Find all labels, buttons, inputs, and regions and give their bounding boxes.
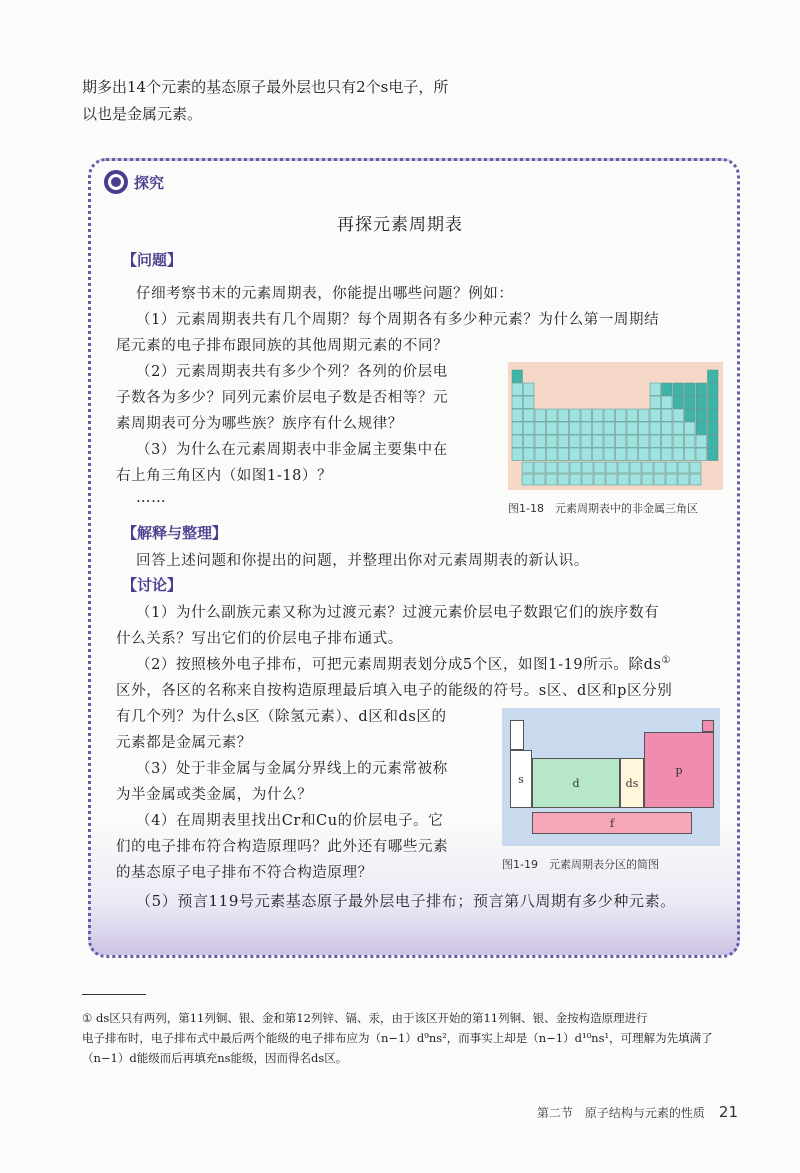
element-cell	[547, 435, 558, 448]
discussion-line	[136, 653, 671, 674]
periodic-table-graphic	[508, 362, 723, 490]
f-element-cell	[618, 462, 629, 473]
element-cell	[627, 448, 638, 461]
element-cell	[685, 435, 696, 448]
element-cell	[708, 435, 719, 448]
ds-label: ds	[625, 776, 639, 790]
intro-line: 期多出14个元素的基态原子最外层也只有2个s电子，所	[82, 78, 449, 96]
f-element-cell	[606, 474, 617, 485]
element-cell	[685, 448, 696, 461]
target-icon	[104, 170, 128, 194]
footnote-line: （n−1）d能级而后再填充ns能级，因而得名ds区。	[82, 1051, 348, 1065]
element-cell	[604, 422, 615, 435]
footnote-line: 电子排布时，电子排布式中最后两个能级的电子排布应为（n−1）d⁹ns²，而事实上却是（n−1）d¹⁰ns¹，可理解为先填满了	[82, 1031, 713, 1045]
question-line: 仔细考察书末的元素周期表，你能提出哪些问题？例如：	[136, 286, 514, 302]
element-cell	[512, 422, 523, 435]
f-label: f	[609, 816, 615, 830]
f-element-cell	[678, 462, 689, 473]
element-cell	[639, 422, 650, 435]
element-cell	[604, 409, 615, 422]
element-cell	[524, 435, 535, 448]
element-cell	[673, 383, 684, 396]
element-cell	[696, 422, 707, 435]
discussion-line: （5）预言119号元素基态原子最外层电子排布；预言第八周期有多少种元素。	[136, 892, 676, 910]
element-cell	[650, 409, 661, 422]
explore-header	[104, 170, 164, 194]
element-cell	[570, 409, 581, 422]
element-cell	[547, 448, 558, 461]
f-element-cell	[546, 474, 557, 485]
page-number: 21	[718, 1103, 738, 1121]
discussion-line: 为半金属或类金属，为什么？	[116, 787, 313, 803]
element-cell	[639, 409, 650, 422]
element-cell	[535, 435, 546, 448]
element-cell	[604, 435, 615, 448]
element-cell	[535, 422, 546, 435]
element-cell	[708, 409, 719, 422]
intro-paragraph	[82, 74, 552, 128]
element-cell	[524, 383, 535, 396]
element-cell	[627, 409, 638, 422]
question-line: （3）为什么在元素周期表中非金属主要集中在	[136, 442, 448, 458]
question-line: 子数各为多少？同列元素价层电子数是否相等？元	[116, 390, 449, 406]
element-cell	[524, 422, 535, 435]
f-element-cell	[654, 462, 665, 473]
element-cell	[673, 396, 684, 409]
discussion-heading: 【讨论】	[122, 576, 183, 594]
f-element-cell	[558, 462, 569, 473]
element-cell	[593, 448, 604, 461]
s-label: s	[518, 772, 524, 786]
element-cell	[616, 409, 627, 422]
element-cell	[685, 396, 696, 409]
question-line: 素周期表可分为哪些族？族序有什么规律？	[116, 416, 403, 432]
element-cell	[535, 409, 546, 422]
element-cell	[581, 409, 592, 422]
element-cell	[639, 448, 650, 461]
periodic-table-figure	[508, 362, 723, 490]
f-element-cell	[582, 474, 593, 485]
element-cell	[685, 422, 696, 435]
element-cell	[673, 422, 684, 435]
f-element-cell	[594, 462, 605, 473]
element-cell	[627, 435, 638, 448]
f-element-cell	[582, 462, 593, 473]
f-element-cell	[618, 474, 629, 485]
element-cell	[650, 422, 661, 435]
f-element-cell	[630, 474, 641, 485]
f-element-cell	[522, 462, 533, 473]
p-block	[644, 732, 714, 808]
f-element-cell	[678, 474, 689, 485]
element-cell	[558, 422, 569, 435]
element-cell	[558, 448, 569, 461]
element-cell	[570, 422, 581, 435]
footnote-line: ① ds区只有两列，第11列铜、银、金和第12列锌、镉、汞，由于该区开始的第11列铜、银、金按构造原理进行	[82, 1011, 648, 1025]
figure-caption: 图1-18 元素周期表中的非金属三角区	[508, 502, 698, 515]
element-cell	[708, 422, 719, 435]
element-cell	[593, 409, 604, 422]
element-cell	[512, 383, 523, 396]
element-cell	[662, 396, 673, 409]
element-cell	[650, 383, 661, 396]
figure-caption: 图1-19 元素周期表分区的简图	[502, 858, 659, 871]
question-line: 右上角三角区内（如图1-18）？	[116, 468, 333, 484]
element-cell	[708, 396, 719, 409]
element-cell	[696, 409, 707, 422]
f-element-cell	[666, 462, 677, 473]
element-cell	[673, 448, 684, 461]
f-element-cell	[558, 474, 569, 485]
element-cell	[650, 435, 661, 448]
element-cell	[547, 409, 558, 422]
element-cell	[524, 396, 535, 409]
discussion-line: 的基态原子电子排布不符合构造原理？	[116, 865, 373, 881]
d-label: d	[572, 776, 580, 790]
d-block	[532, 758, 620, 808]
element-cell	[616, 422, 627, 435]
element-cell	[627, 422, 638, 435]
discussion-line: （1）为什么副族元素又称为过渡元素？过渡元素价层电子数跟它们的族序数有	[136, 605, 660, 621]
block-diagram	[502, 708, 720, 846]
f-element-cell	[642, 462, 653, 473]
element-cell	[685, 383, 696, 396]
element-cell	[662, 448, 673, 461]
f-element-cell	[642, 474, 653, 485]
page-footer	[537, 1103, 738, 1121]
p-label: p	[675, 763, 683, 777]
discussion-line: 什么关系？写出它们的价层电子排布通式。	[116, 631, 403, 647]
f-element-cell	[654, 474, 665, 485]
f-element-cell	[690, 474, 701, 485]
footnote-marker: ①	[661, 655, 672, 667]
f-block	[532, 812, 692, 834]
element-cell	[593, 435, 604, 448]
element-cell	[593, 422, 604, 435]
f-element-cell	[690, 462, 701, 473]
element-cell	[673, 435, 684, 448]
element-cell	[708, 370, 719, 383]
element-cell	[604, 448, 615, 461]
element-cell	[708, 448, 719, 461]
element-cell	[581, 435, 592, 448]
hydrogen-cell	[510, 720, 524, 750]
element-cell	[662, 422, 673, 435]
element-cell	[696, 448, 707, 461]
f-element-cell	[534, 462, 545, 473]
discussion-line: 有几个列？为什么s区（除氢元素）、d区和ds区的	[116, 709, 447, 725]
footnote-rule	[82, 994, 146, 995]
f-element-cell	[570, 462, 581, 473]
discussion-line: 元素都是金属元素？	[116, 735, 252, 751]
discussion-line: 区外，各区的名称来自按构造原理最后填入电子的能级的符号。s区、d区和p区分别	[116, 683, 673, 699]
discussion-text: （2）按照核外电子排布，可把元素周期表划分成5个区，如图1-19所示。除ds	[136, 657, 662, 673]
element-cell	[696, 435, 707, 448]
element-cell	[662, 435, 673, 448]
element-cell	[524, 448, 535, 461]
helium-cell	[702, 720, 714, 732]
element-cell	[558, 435, 569, 448]
explain-line: 回答上述问题和你提出的问题，并整理出你对元素周期表的新认识。	[136, 553, 589, 569]
ds-block	[620, 758, 644, 808]
question-line: （2）元素周期表共有多少个列？各列的价层电	[136, 364, 448, 380]
element-cell	[547, 422, 558, 435]
discussion-line: （3）处于非金属与金属分界线上的元素常被称	[136, 761, 448, 777]
section-title: 再探元素周期表	[337, 215, 463, 235]
element-cell	[616, 435, 627, 448]
element-cell	[512, 396, 523, 409]
element-cell	[512, 370, 523, 383]
question-line: 尾元素的电子排布跟同族的其他周期元素的不同？	[116, 338, 449, 354]
element-cell	[570, 448, 581, 461]
ellipsis: ……	[136, 490, 167, 506]
explore-label: 探究	[134, 173, 165, 192]
f-element-cell	[546, 462, 557, 473]
f-element-cell	[534, 474, 545, 485]
element-cell	[685, 409, 696, 422]
question-heading: 【问题】	[122, 251, 183, 269]
element-cell	[512, 435, 523, 448]
element-cell	[662, 383, 673, 396]
element-cell	[639, 435, 650, 448]
element-cell	[696, 396, 707, 409]
f-element-cell	[666, 474, 677, 485]
f-element-cell	[522, 474, 533, 485]
element-cell	[535, 448, 546, 461]
f-element-cell	[630, 462, 641, 473]
element-cell	[512, 448, 523, 461]
intro-line: 以也是金属元素。	[82, 105, 203, 123]
f-element-cell	[606, 462, 617, 473]
element-cell	[558, 409, 569, 422]
element-cell	[512, 409, 523, 422]
element-cell	[696, 383, 707, 396]
footer-section: 第二节 原子结构与元素的性质	[536, 1106, 705, 1120]
f-element-cell	[594, 474, 605, 485]
f-element-cell	[570, 474, 581, 485]
question-line: （1）元素周期表共有几个周期？每个周期各有多少种元素？为什么第一周期结	[136, 312, 660, 328]
element-cell	[616, 448, 627, 461]
discussion-line: （4）在周期表里找出Cr和Cu的价层电子。它	[136, 813, 444, 829]
s-block	[510, 750, 532, 808]
explain-heading: 【解释与整理】	[122, 524, 228, 542]
element-cell	[673, 409, 684, 422]
element-cell	[581, 422, 592, 435]
element-cell	[581, 448, 592, 461]
element-cell	[650, 448, 661, 461]
element-cell	[662, 409, 673, 422]
element-cell	[570, 435, 581, 448]
element-cell	[524, 409, 535, 422]
element-cell	[650, 396, 661, 409]
discussion-line: 们的电子排布符合构造原理吗？此外还有哪些元素	[116, 839, 449, 855]
element-cell	[708, 383, 719, 396]
